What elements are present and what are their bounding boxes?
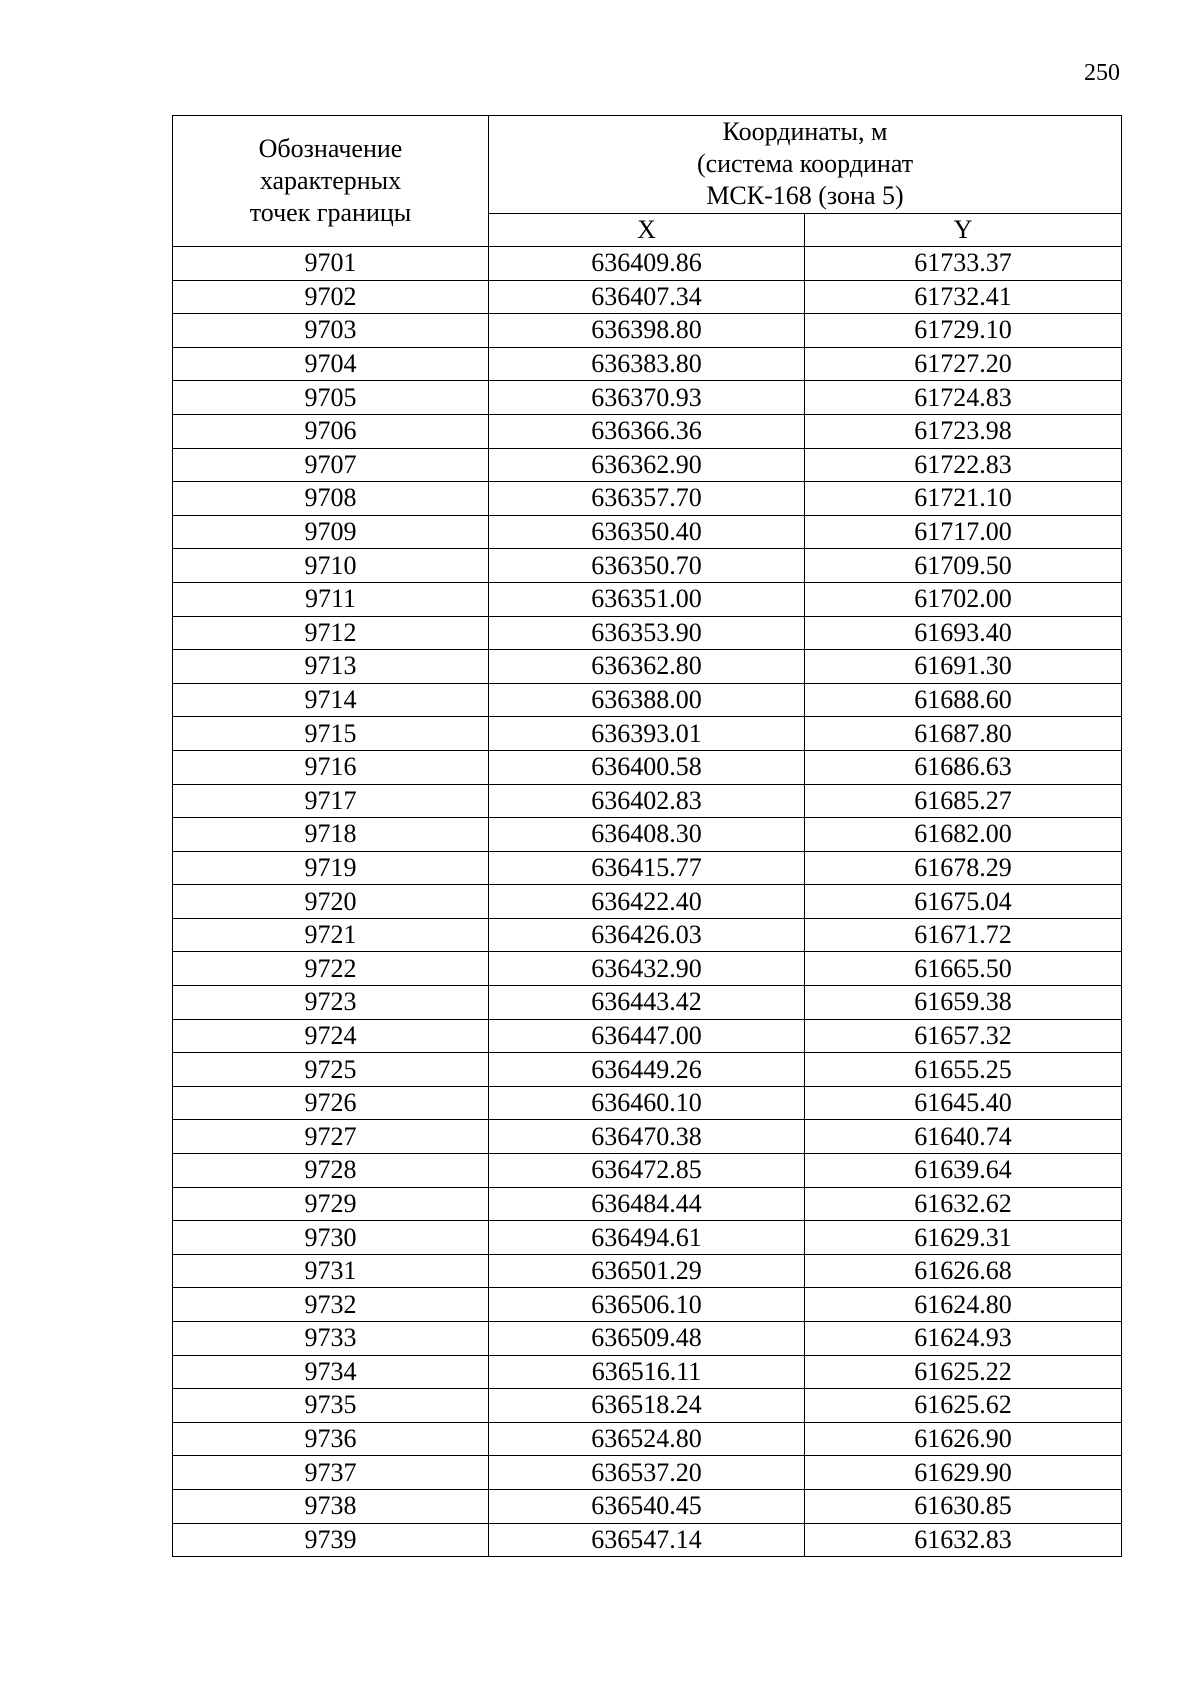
table-row <box>173 1389 1122 1423</box>
table-row <box>173 1422 1122 1456</box>
y-cell: 61693.40 <box>805 616 1122 650</box>
point-cell: 9715 <box>173 717 489 751</box>
point-cell: 9721 <box>173 918 489 952</box>
y-cell: 61625.22 <box>805 1355 1122 1389</box>
table-row <box>173 482 1122 516</box>
y-cell: 61640.74 <box>805 1120 1122 1154</box>
y-cell: 61687.80 <box>805 717 1122 751</box>
point-cell: 9734 <box>173 1355 489 1389</box>
x-cell: 636400.58 <box>489 750 805 784</box>
x-cell: 636350.40 <box>489 515 805 549</box>
point-cell: 9738 <box>173 1489 489 1523</box>
y-cell: 61671.72 <box>805 918 1122 952</box>
x-cell: 636398.80 <box>489 314 805 348</box>
coords-header-line-2: (система координат <box>696 149 914 179</box>
table-row <box>173 1523 1122 1557</box>
point-cell: 9702 <box>173 280 489 314</box>
point-cell: 9728 <box>173 1154 489 1188</box>
y-cell: 61645.40 <box>805 1086 1122 1120</box>
table-row <box>173 247 1122 281</box>
x-cell: 636518.24 <box>489 1389 805 1423</box>
y-cell: 61655.25 <box>805 1053 1122 1087</box>
table-row <box>173 952 1122 986</box>
y-cell: 61721.10 <box>805 482 1122 516</box>
x-cell: 636470.38 <box>489 1120 805 1154</box>
table-row <box>173 1221 1122 1255</box>
point-cell: 9710 <box>173 549 489 583</box>
point-cell: 9725 <box>173 1053 489 1087</box>
y-cell: 61665.50 <box>805 952 1122 986</box>
x-cell: 636426.03 <box>489 918 805 952</box>
point-cell: 9709 <box>173 515 489 549</box>
table-row <box>173 280 1122 314</box>
table-row <box>173 885 1122 919</box>
point-cell: 9718 <box>173 818 489 852</box>
point-cell: 9729 <box>173 1187 489 1221</box>
table-row <box>173 1053 1122 1087</box>
coordinates-table <box>172 115 1122 1557</box>
table-row <box>173 1322 1122 1356</box>
x-cell: 636393.01 <box>489 717 805 751</box>
y-cell: 61625.62 <box>805 1389 1122 1423</box>
x-cell: 636350.70 <box>489 549 805 583</box>
x-cell: 636362.90 <box>489 448 805 482</box>
table-row <box>173 381 1122 415</box>
table-row <box>173 986 1122 1020</box>
y-cell: 61678.29 <box>805 851 1122 885</box>
point-header-line-1: Обозначение <box>258 134 403 163</box>
table-row <box>173 582 1122 616</box>
table-row <box>173 1154 1122 1188</box>
point-cell: 9732 <box>173 1288 489 1322</box>
y-cell: 61685.27 <box>805 784 1122 818</box>
y-cell: 61632.62 <box>805 1187 1122 1221</box>
y-cell: 61686.63 <box>805 750 1122 784</box>
point-cell: 9726 <box>173 1086 489 1120</box>
x-cell: 636472.85 <box>489 1154 805 1188</box>
table-row <box>173 683 1122 717</box>
table-row <box>173 750 1122 784</box>
y-cell: 61724.83 <box>805 381 1122 415</box>
point-cell: 9722 <box>173 952 489 986</box>
table-row <box>173 515 1122 549</box>
y-cell: 61632.83 <box>805 1523 1122 1557</box>
x-cell: 636509.48 <box>489 1322 805 1356</box>
x-cell: 636407.34 <box>489 280 805 314</box>
point-cell: 9703 <box>173 314 489 348</box>
x-column-header: X <box>489 213 805 246</box>
y-cell: 61626.90 <box>805 1422 1122 1456</box>
table-row <box>173 1489 1122 1523</box>
y-cell: 61624.80 <box>805 1288 1122 1322</box>
table-row <box>173 414 1122 448</box>
point-designation-header <box>173 116 489 247</box>
x-cell: 636422.40 <box>489 885 805 919</box>
y-cell: 61629.31 <box>805 1221 1122 1255</box>
table-row <box>173 1120 1122 1154</box>
x-cell: 636547.14 <box>489 1523 805 1557</box>
point-cell: 9713 <box>173 650 489 684</box>
point-cell: 9737 <box>173 1456 489 1490</box>
point-cell: 9730 <box>173 1221 489 1255</box>
point-cell: 9724 <box>173 1019 489 1053</box>
x-cell: 636351.00 <box>489 582 805 616</box>
y-cell: 61682.00 <box>805 818 1122 852</box>
point-cell: 9701 <box>173 247 489 281</box>
point-cell: 9719 <box>173 851 489 885</box>
table-row <box>173 650 1122 684</box>
point-cell: 9707 <box>173 448 489 482</box>
x-cell: 636370.93 <box>489 381 805 415</box>
x-cell: 636447.00 <box>489 1019 805 1053</box>
x-cell: 636408.30 <box>489 818 805 852</box>
table-row <box>173 1254 1122 1288</box>
point-cell: 9708 <box>173 482 489 516</box>
table-row <box>173 1288 1122 1322</box>
point-cell: 9706 <box>173 414 489 448</box>
y-cell: 61624.93 <box>805 1322 1122 1356</box>
coords-header-line-3: МСК-168 (зона 5) <box>706 181 904 211</box>
y-cell: 61723.98 <box>805 414 1122 448</box>
page-number: 250 <box>1084 60 1120 86</box>
x-cell: 636388.00 <box>489 683 805 717</box>
y-cell: 61629.90 <box>805 1456 1122 1490</box>
y-cell: 61688.60 <box>805 683 1122 717</box>
x-cell: 636484.44 <box>489 1187 805 1221</box>
coordinates-header <box>489 116 1122 214</box>
x-cell: 636524.80 <box>489 1422 805 1456</box>
x-cell: 636357.70 <box>489 482 805 516</box>
table-row <box>173 1355 1122 1389</box>
table-row <box>173 448 1122 482</box>
y-cell: 61722.83 <box>805 448 1122 482</box>
point-cell: 9733 <box>173 1322 489 1356</box>
y-cell: 61626.68 <box>805 1254 1122 1288</box>
point-header-line-2: характерных <box>259 166 402 195</box>
x-cell: 636537.20 <box>489 1456 805 1490</box>
point-cell: 9736 <box>173 1422 489 1456</box>
y-cell: 61639.64 <box>805 1154 1122 1188</box>
y-cell: 61727.20 <box>805 347 1122 381</box>
point-cell: 9735 <box>173 1389 489 1423</box>
point-cell: 9739 <box>173 1523 489 1557</box>
x-cell: 636460.10 <box>489 1086 805 1120</box>
point-cell: 9714 <box>173 683 489 717</box>
x-cell: 636443.42 <box>489 986 805 1020</box>
x-cell: 636540.45 <box>489 1489 805 1523</box>
x-cell: 636432.90 <box>489 952 805 986</box>
point-cell: 9712 <box>173 616 489 650</box>
y-cell: 61691.30 <box>805 650 1122 684</box>
point-cell: 9731 <box>173 1254 489 1288</box>
x-cell: 636366.36 <box>489 414 805 448</box>
table-row <box>173 851 1122 885</box>
point-cell: 9723 <box>173 986 489 1020</box>
y-cell: 61659.38 <box>805 986 1122 1020</box>
x-cell: 636409.86 <box>489 247 805 281</box>
x-cell: 636516.11 <box>489 1355 805 1389</box>
y-cell: 61709.50 <box>805 549 1122 583</box>
x-cell: 636494.61 <box>489 1221 805 1255</box>
y-cell: 61733.37 <box>805 247 1122 281</box>
table-row <box>173 616 1122 650</box>
table-row <box>173 1086 1122 1120</box>
table-row <box>173 918 1122 952</box>
table-row <box>173 1187 1122 1221</box>
y-cell: 61732.41 <box>805 280 1122 314</box>
x-cell: 636353.90 <box>489 616 805 650</box>
y-cell: 61729.10 <box>805 314 1122 348</box>
x-cell: 636402.83 <box>489 784 805 818</box>
table-row <box>173 784 1122 818</box>
y-cell: 61657.32 <box>805 1019 1122 1053</box>
table-row <box>173 818 1122 852</box>
y-cell: 61675.04 <box>805 885 1122 919</box>
table-row <box>173 1019 1122 1053</box>
y-cell: 61702.00 <box>805 582 1122 616</box>
coords-header-line-1: Координаты, м <box>722 117 888 147</box>
y-cell: 61717.00 <box>805 515 1122 549</box>
point-cell: 9727 <box>173 1120 489 1154</box>
table-row <box>173 549 1122 583</box>
table-body <box>173 247 1122 1557</box>
table-row <box>173 1456 1122 1490</box>
point-cell: 9711 <box>173 582 489 616</box>
x-cell: 636415.77 <box>489 851 805 885</box>
point-cell: 9704 <box>173 347 489 381</box>
x-cell: 636362.80 <box>489 650 805 684</box>
y-cell: 61630.85 <box>805 1489 1122 1523</box>
x-cell: 636449.26 <box>489 1053 805 1087</box>
table-row <box>173 717 1122 751</box>
x-cell: 636501.29 <box>489 1254 805 1288</box>
x-cell: 636383.80 <box>489 347 805 381</box>
table-row <box>173 314 1122 348</box>
point-cell: 9716 <box>173 750 489 784</box>
y-column-header: Y <box>805 213 1122 246</box>
table-row <box>173 347 1122 381</box>
point-cell: 9705 <box>173 381 489 415</box>
point-header-line-3: точек границы <box>249 198 412 227</box>
point-cell: 9720 <box>173 885 489 919</box>
x-cell: 636506.10 <box>489 1288 805 1322</box>
point-cell: 9717 <box>173 784 489 818</box>
